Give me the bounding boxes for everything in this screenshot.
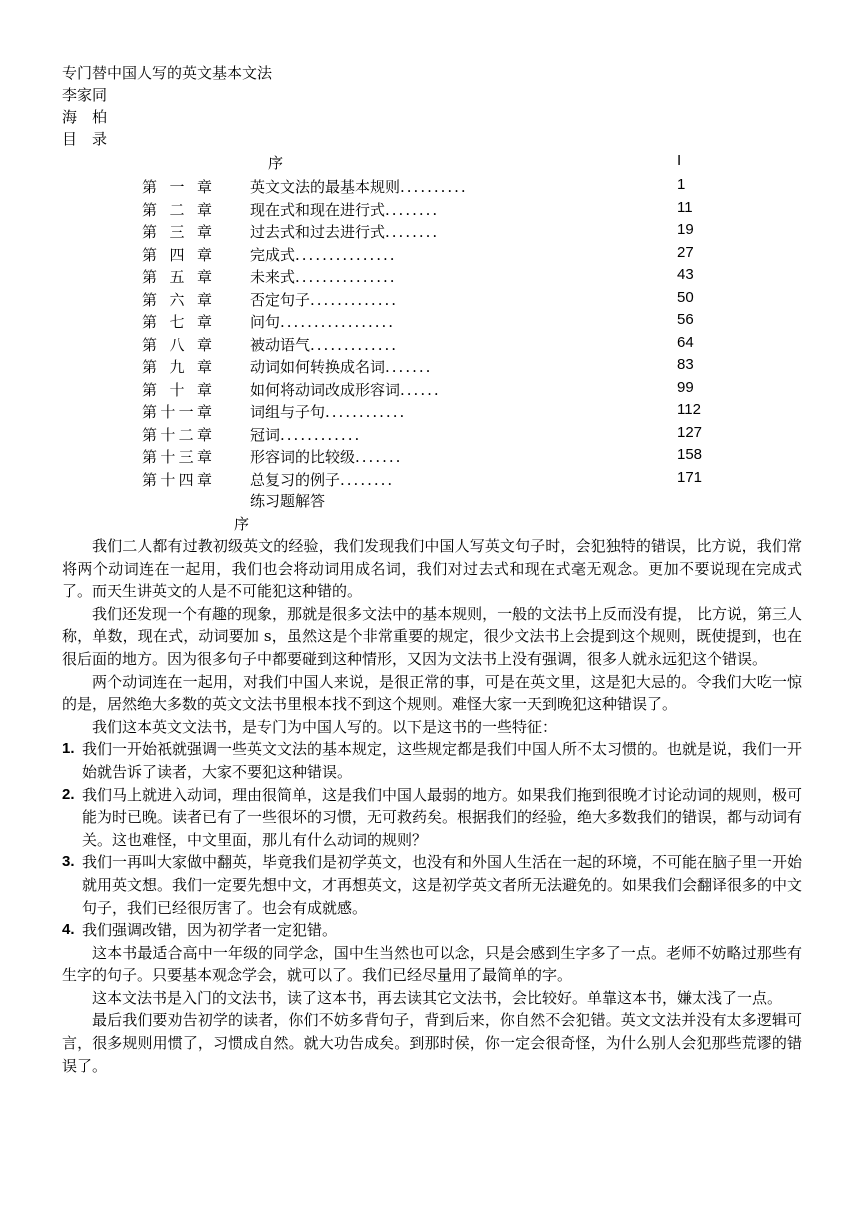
toc-entry <box>0 289 860 311</box>
toc-entry <box>0 221 860 243</box>
toc-entry-title-group <box>250 221 439 242</box>
toc-preface-label: 序 <box>268 154 284 172</box>
toc-chapter-label: 第十二章 <box>142 425 212 444</box>
toc-page-number: 127 <box>677 423 703 441</box>
toc-entry-title-group <box>250 424 361 445</box>
toc-page-number: 64 <box>677 333 694 351</box>
toc-entry <box>0 311 860 333</box>
paragraph: 最后我们要劝告初学的读者，你们不妨多背句子，背到后来，你自然不会犯错。英文文法并没有太多逻辑可言，很多规则用惯了，习惯成自然。就大功告成矣。到那时侯，你一定会很奇怪，为什么别人会犯那些荒谬的错误了。 <box>62 1011 802 1075</box>
toc-leader-dots: ....... <box>385 358 433 376</box>
toc-entry-title-group <box>250 311 395 332</box>
toc-page-number: 171 <box>677 468 703 486</box>
toc-chapter-label: 第四章 <box>142 245 212 264</box>
list-item-text: 我们马上就进入动词，理由很简单，这是我们中国人最弱的地方。如果我们拖到很晚才讨论动词的规则，极可能为时已晚。读者已有了一些很坏的习惯，无可救药矣。根据我们的经验，绝大多数我们的错误，都与动词有关。这也难怪，中文里面，那儿有什么动词的规则？ <box>82 785 803 849</box>
toc-entry-title-group <box>250 379 441 400</box>
toc-entry-title: 未来式 <box>250 268 296 286</box>
toc-entry-title-group <box>250 244 397 265</box>
toc-page-number: 19 <box>677 221 694 238</box>
toc-entry-title-group <box>250 401 406 422</box>
toc-entry-title-group <box>250 334 398 355</box>
toc-page-number: 112 <box>677 401 701 418</box>
toc-entry-title: 词组与子句 <box>250 403 326 421</box>
toc-entry <box>0 401 860 423</box>
toc-entry-title: 动词如何转换成名词 <box>250 358 386 376</box>
toc-chapter-label: 第三章 <box>142 223 212 241</box>
toc-entry <box>0 176 860 198</box>
toc-preface-page: I <box>677 152 682 169</box>
toc-leader-dots: ............... <box>295 245 397 264</box>
toc-entry-title: 被动语气 <box>250 335 311 354</box>
list-item <box>62 738 802 783</box>
toc-page-number: 1 <box>677 176 686 193</box>
toc-chapter-label: 第六章 <box>142 290 212 309</box>
toc-leader-dots: .......... <box>400 178 468 196</box>
paragraph: 这本书最适合高中一年级的同学念，国中生当然也可以念，只是会感到生字多了一点。老师不妨略过那些有生字的句子。只要基本观念学会，就可以了。我们已经尽量用了最简单的字。 <box>62 943 802 985</box>
toc-answers-label: 练习题解答 <box>250 492 326 510</box>
list-number: 2. <box>62 785 75 803</box>
paragraph: 我们还发现一个有趣的现象，那就是很多文法中的基本规则，一般的文法书上反而没有提， 比方说，第三人称，单数，现在式，动词要加 s，虽然这是个非常重要的规定，很少文法书上会提到这个规则，既使提到，也在很后面的地方。因为很多句子中都要碰到这种情形，又因为文法书上没有强调，很多人就永远犯这个错误。 <box>62 604 802 668</box>
paragraph: 这本文法书是入门的文法书，读了这本书，再去读其它文法书，会比较好。单靠这本书，嫌太浅了一点。 <box>92 988 783 1007</box>
toc-entry-title: 问句 <box>250 313 281 331</box>
toc-chapter-label: 第五章 <box>142 268 212 286</box>
list-item-text: 我们一开始祇就强调一些英文文法的基本规定，这些规定都是我们中国人所不太习惯的。也就是说，我们一开始就告诉了读者，大家不要犯这种错误。 <box>82 740 803 781</box>
toc-entry-title: 形容词的比较级 <box>250 448 356 466</box>
toc-entry-title-group <box>250 266 397 287</box>
list-number: 1. <box>62 740 75 758</box>
toc-entry-title: 过去式和过去进行式 <box>250 223 386 241</box>
toc-entry <box>0 199 860 221</box>
toc-leader-dots: ........ <box>385 223 440 241</box>
toc-leader-dots: ............. <box>310 290 399 309</box>
preface-body <box>62 535 802 1077</box>
toc-entry <box>0 469 860 491</box>
toc-entry-title: 现在式和现在进行式 <box>250 200 386 219</box>
toc-chapter-label: 第二章 <box>142 200 212 219</box>
toc-page-number: 158 <box>677 446 703 463</box>
feature-list <box>62 738 802 941</box>
toc-chapter-label: 第十一章 <box>142 403 212 421</box>
toc-page-number: 99 <box>677 378 694 396</box>
list-item-text: 我们强调改错，因为初学者一定犯错。 <box>82 921 338 940</box>
toc-leader-dots: ............ <box>325 403 407 421</box>
toc-leader-dots: ...... <box>400 380 441 399</box>
toc-page-number: 56 <box>677 311 694 328</box>
book-title: 专门替中国人写的英文基本文法 <box>62 64 273 82</box>
toc-page-number: 50 <box>677 288 694 306</box>
toc-entry <box>0 446 860 468</box>
paragraph: 我们这本英文文法书，是专门为中国人写的。以下是这书的一些特征： <box>92 717 558 736</box>
toc-entry <box>0 244 860 266</box>
toc-chapter-label: 第十章 <box>142 380 212 399</box>
toc-entry-title: 如何将动词改成形容词 <box>250 380 401 399</box>
list-item <box>62 784 802 852</box>
toc-chapter-label: 第十四章 <box>142 470 212 489</box>
list-number: 3. <box>62 853 75 871</box>
toc-leader-dots: ................. <box>280 313 396 331</box>
toc-leader-dots: ............... <box>295 268 397 286</box>
list-item-text: 我们一再叫大家做中翻英，毕竟我们是初学英文，也没有和外国人生活在一起的环境，不可能在脑子里一开始就用英文想。我们一定要先想中文，才再想英文，这是初学英文者所无法避免的。如果我们会翻译很多的中文句子，我们已经很厉害了。也会有成就感。 <box>82 853 803 917</box>
list-item <box>62 851 802 919</box>
toc-heading: 目 录 <box>62 130 108 148</box>
toc-entry-title-group <box>250 446 402 467</box>
paragraph: 两个动词连在一起用，对我们中国人来说，是很正常的事，可是在英文里，这是犯大忌的。令我们大吃一惊的是，居然绝大多数的英文文法书里根本找不到这个规则。难怪大家一天到晚犯这种错误了。 <box>62 672 802 714</box>
toc-page-number: 83 <box>677 356 694 373</box>
toc-chapter-label: 第九章 <box>142 358 212 376</box>
author-name: 海 柏 <box>62 108 108 126</box>
toc-leader-dots: ............. <box>310 335 399 354</box>
paragraph: 我们二人都有过教初级英文的经验，我们发现我们中国人写英文句子时，会犯独特的错误，比方说，我们常将两个动词连在一起用，我们也会将动词用成名词，我们对过去式和现在式毫无观念。更加不要说现在完成式了。而天生讲英文的人是不可能犯这种错的。 <box>62 537 802 601</box>
list-item <box>62 919 802 942</box>
toc-entry-title-group <box>250 176 468 197</box>
toc-entry <box>0 334 860 356</box>
preface-title: 序 <box>234 515 250 533</box>
list-number: 4. <box>62 921 75 939</box>
toc-entry-title: 英文文法的最基本规则 <box>250 178 401 196</box>
toc-entry-title: 完成式 <box>250 245 296 264</box>
author-name: 李家同 <box>62 86 108 104</box>
toc-entry <box>0 266 860 288</box>
toc-entry <box>0 356 860 378</box>
toc-chapter-label: 第一章 <box>142 178 212 196</box>
toc-entry <box>0 424 860 446</box>
toc-page-number: 43 <box>677 266 694 283</box>
toc-chapter-label: 第十三章 <box>142 448 212 466</box>
toc-entry-title: 总复习的例子 <box>250 470 341 489</box>
toc-chapter-label: 第七章 <box>142 313 212 331</box>
toc-entry <box>0 379 860 401</box>
toc-chapter-label: 第八章 <box>142 335 212 354</box>
toc-entry-title-group <box>250 356 432 377</box>
toc-entry-title: 冠词 <box>250 425 281 444</box>
toc-leader-dots: ........ <box>340 470 395 489</box>
toc-entry-title-group <box>250 469 394 490</box>
toc-leader-dots: ....... <box>355 448 403 466</box>
toc-page-number: 11 <box>677 198 693 216</box>
toc-entry-title-group <box>250 199 439 220</box>
toc-entry-title-group <box>250 289 398 310</box>
toc-leader-dots: ............ <box>280 425 362 444</box>
toc-leader-dots: ........ <box>385 200 440 219</box>
toc-page-number: 27 <box>677 243 694 261</box>
toc-entry-title: 否定句子 <box>250 290 311 309</box>
